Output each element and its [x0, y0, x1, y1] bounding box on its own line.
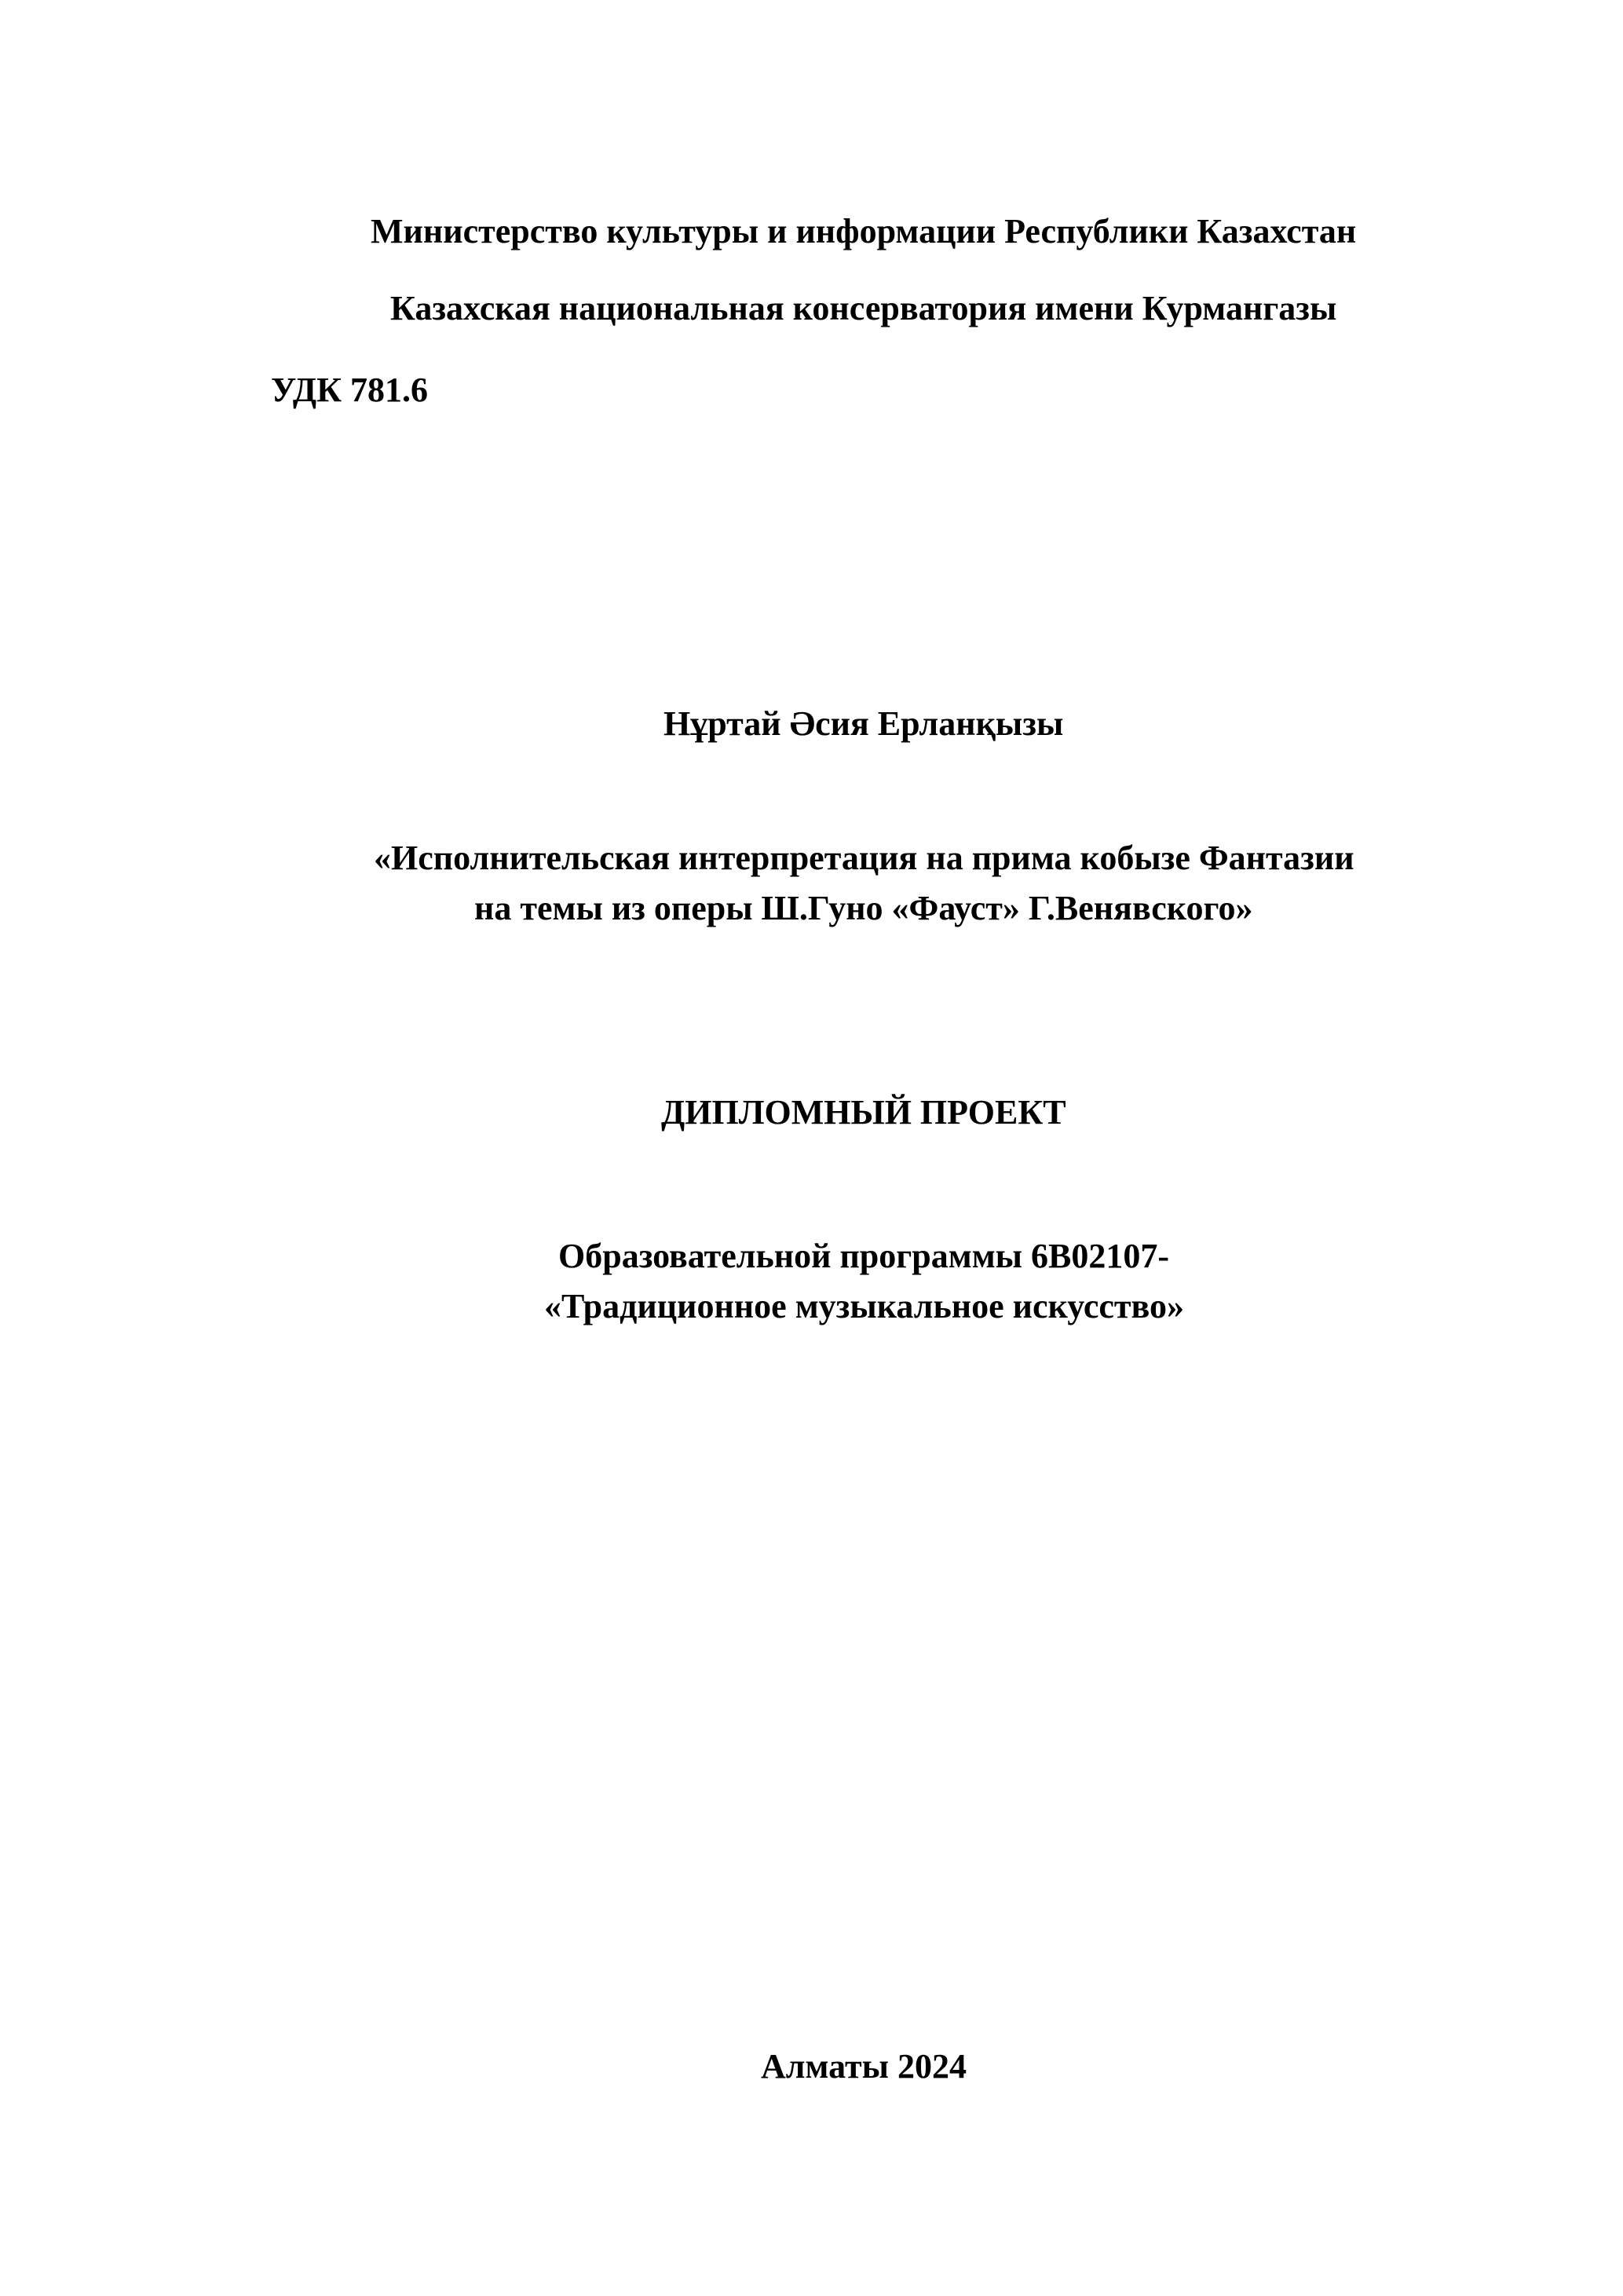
city-year: Алматы 2024 [761, 2047, 967, 2086]
thesis-title-line-2: на темы из оперы Ш.Гуно «Фауст» Г.Венявского» [474, 889, 1253, 927]
document-type: ДИПЛОМНЫЙ ПРОЕКТ [661, 1093, 1066, 1132]
thesis-title-line-1: «Исполнительская интерпретация на прима кобызе Фантазии [374, 839, 1354, 877]
ministry-name: Министерство культуры и информации Республики Казахстан [371, 212, 1357, 250]
program-line-1: Образовательной программы 6В02107- [558, 1237, 1170, 1275]
author-name: Нұртай Әсия Ерланқызы [663, 704, 1064, 743]
udk-code: УДК 781.6 [271, 371, 429, 409]
conservatory-name: Казахская национальная консерватория имени Курмангазы [390, 289, 1337, 327]
program-line-2: «Традиционное музыкальное искусство» [544, 1287, 1184, 1325]
